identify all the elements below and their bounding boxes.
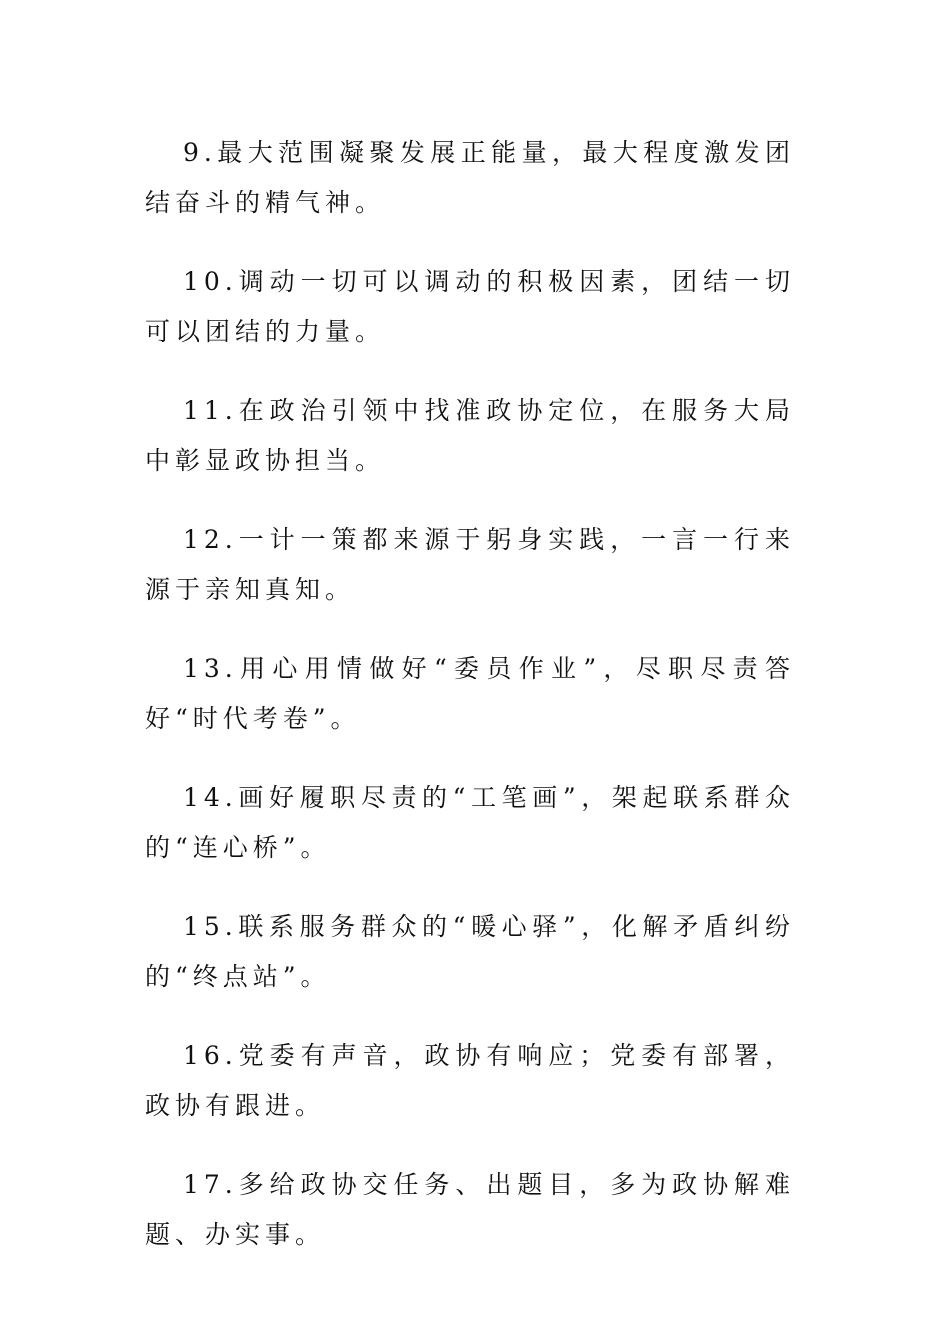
paragraph-15: 15.联系服务群众的“暖心驿”，化解矛盾纠纷的“终点站”。 — [145, 912, 795, 991]
paragraph-11: 11.在政治引领中找准政协定位，在服务大局中彰显政协担当。 — [145, 396, 795, 475]
paragraph-10: 10.调动一切可以调动的积极因素，团结一切可以团结的力量。 — [145, 267, 795, 346]
paragraph-12: 12.一计一策都来源于躬身实践，一言一行来源于亲知真知。 — [145, 525, 795, 604]
paragraph-13: 13.用心用情做好“委员作业”，尽职尽责答好“时代考卷”。 — [145, 654, 795, 733]
paragraph-17: 17.多给政协交任务、出题目，多为政协解难题、办实事。 — [145, 1170, 795, 1249]
paragraph-14: 14.画好履职尽责的“工笔画”，架起联系群众的“连心桥”。 — [145, 783, 795, 862]
paragraph-16: 16.党委有声音，政协有响应；党委有部署，政协有跟进。 — [145, 1041, 795, 1120]
paragraph-9: 9.最大范围凝聚发展正能量，最大程度激发团结奋斗的精气神。 — [145, 138, 795, 217]
document-body — [145, 128, 795, 1289]
